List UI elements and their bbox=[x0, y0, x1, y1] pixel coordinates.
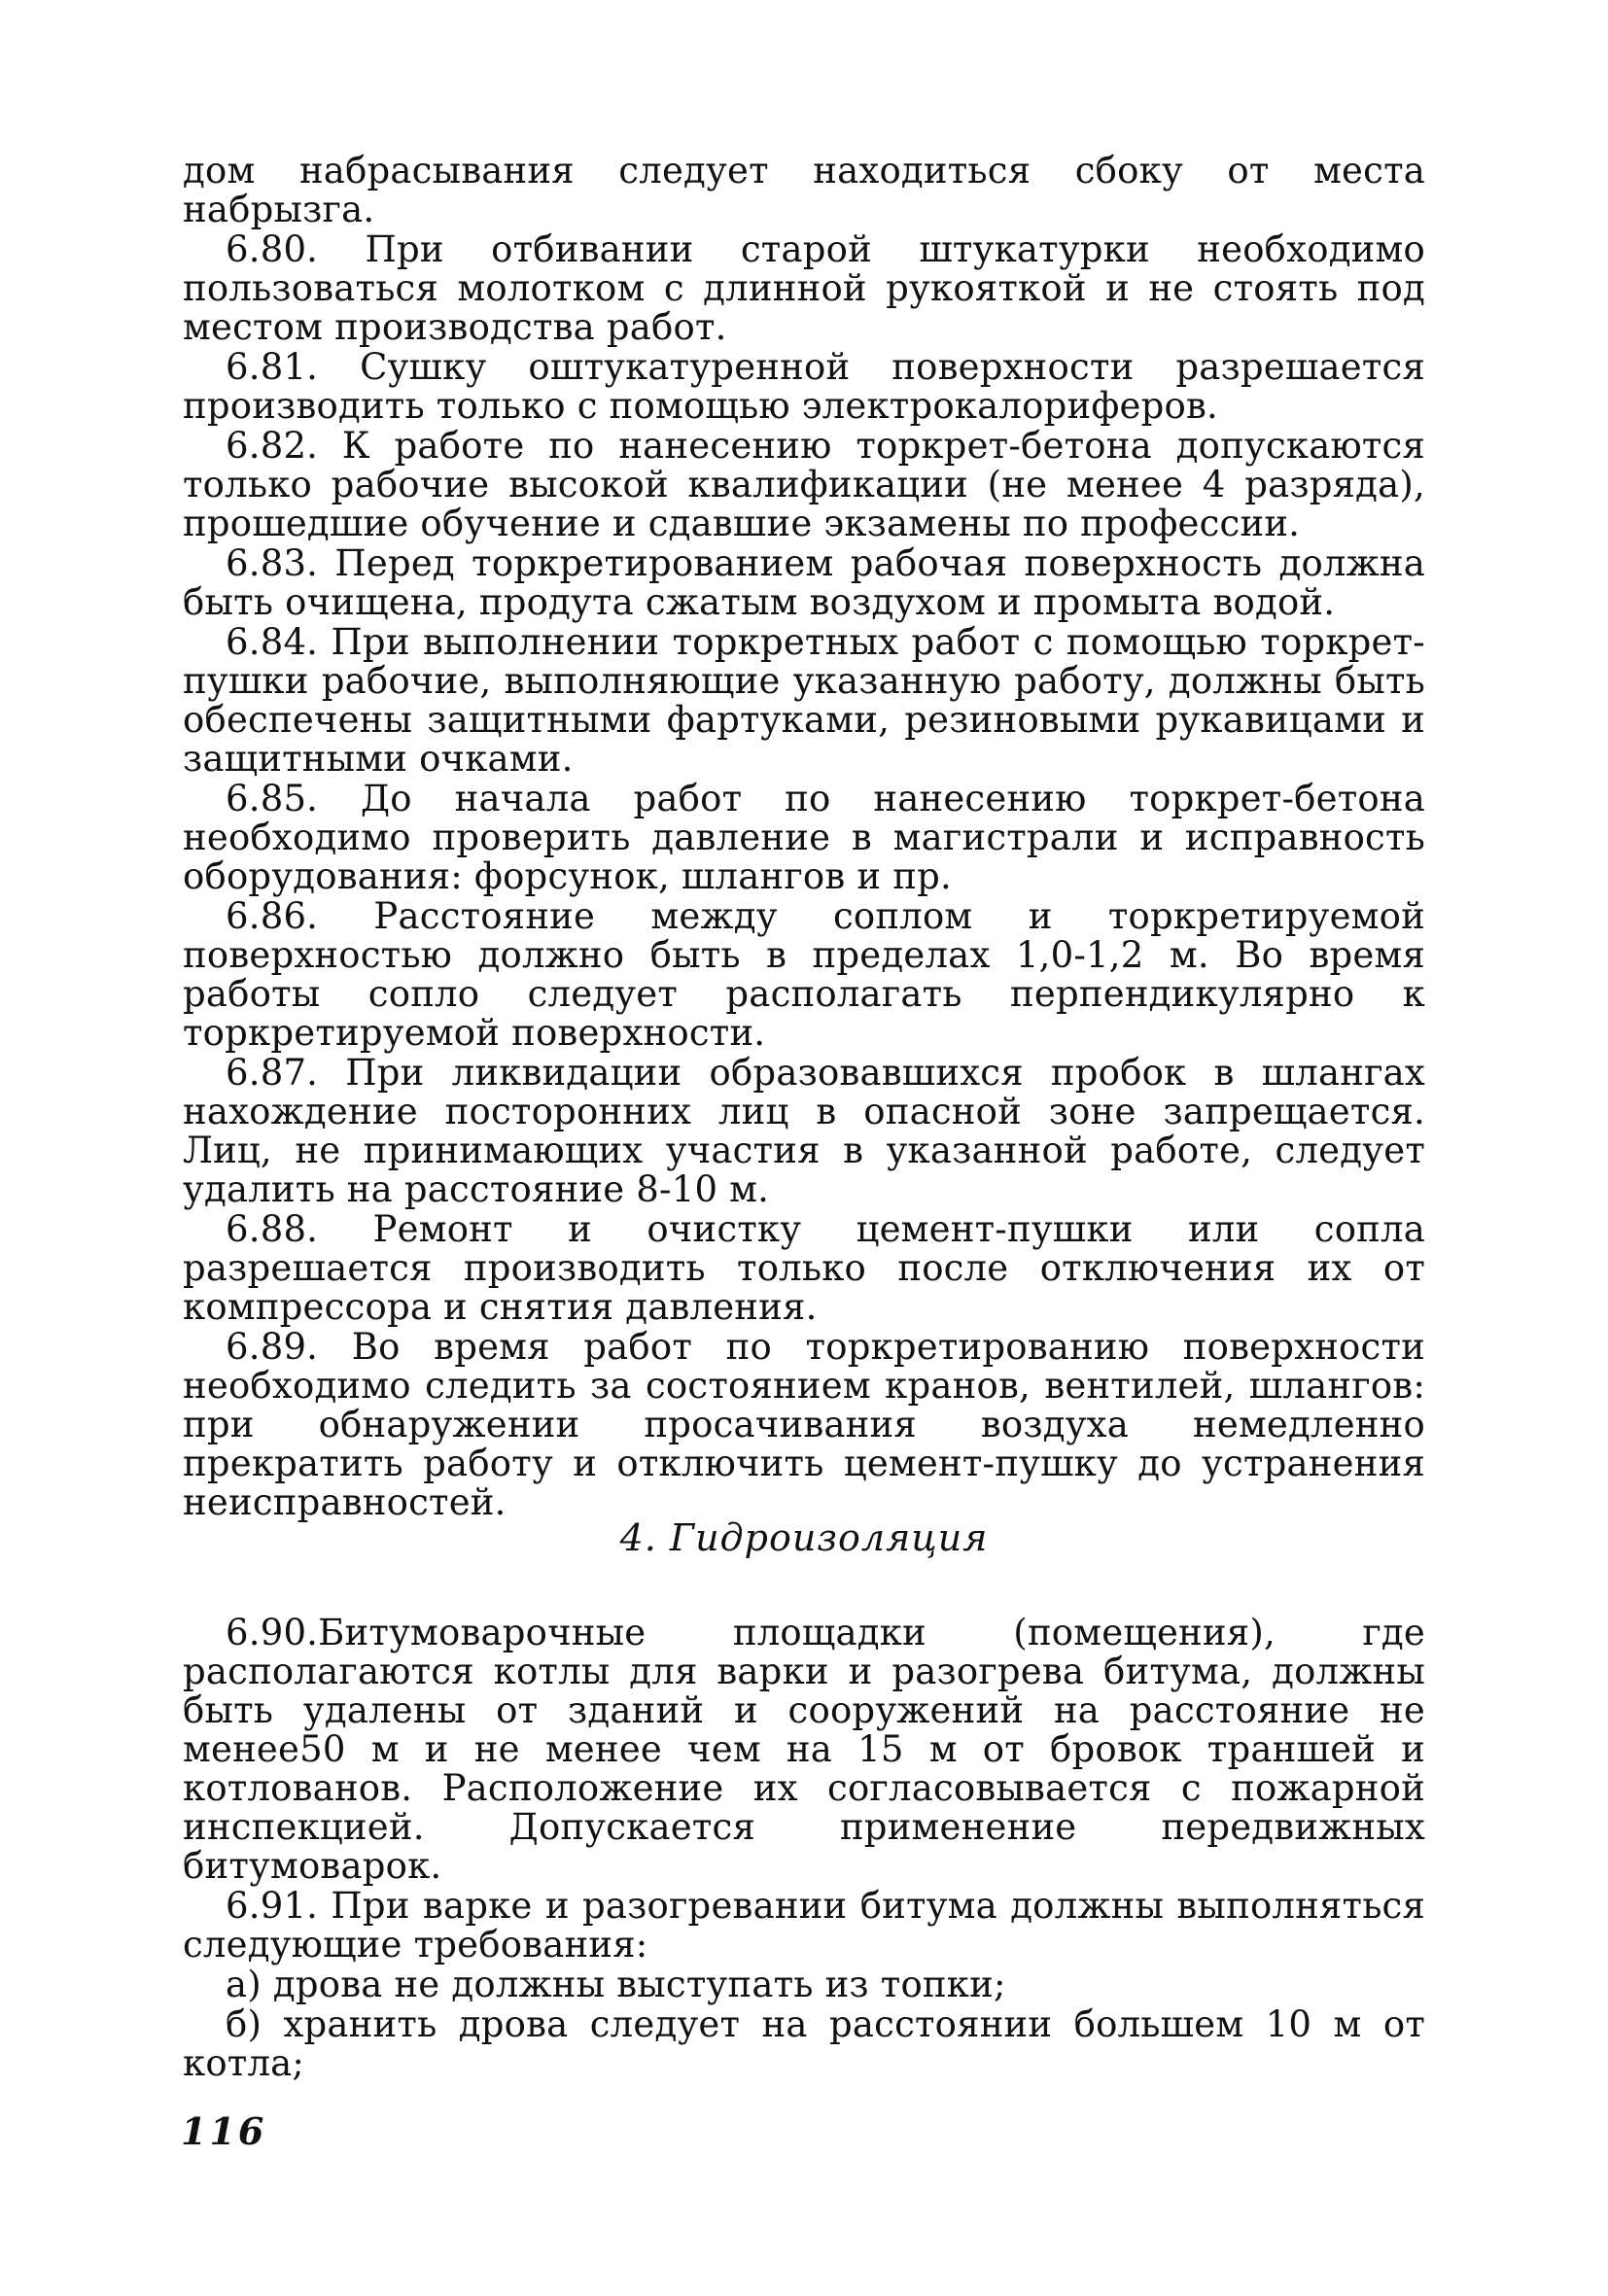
paragraph-6-91: 6.91. При варке и разогревании битума должны выполняться следующие требования: bbox=[183, 1885, 1425, 1966]
paragraph-6-86: 6.86. Расстояние между соплом и торкретируемой поверхностью должно быть в пределах 1,0-1,2 м. Во время работы сопло следует располагать перпендикулярно к торкретируемой поверхности. bbox=[183, 895, 1425, 1054]
paragraph-continuation: дом набрасывания следует находиться сбоку от места набрызга. bbox=[183, 150, 1425, 230]
paragraph-6-89: 6.89. Во время работ по торкретированию поверхности необходимо следить за состоянием кранов, вентилей, шлангов: при обнаружении просачивания воздуха немедленно прекратить работу и отключить цемент-пушку до устранения неисправностей. bbox=[183, 1326, 1425, 1523]
paragraph-6-85: 6.85. До начала работ по нанесению торкрет-бетона необходимо проверить давление в магистрали и исправность оборудования: форсунок, шлангов и пр. bbox=[183, 778, 1425, 897]
page-number: 116 bbox=[181, 2109, 267, 2153]
list-item-a: а) дрова не должны выступать из топки; bbox=[226, 1964, 1006, 2005]
list-item-b: б) хранить дрова следует на расстоянии большем 10 м от котла; bbox=[183, 2003, 1425, 2084]
paragraph-6-88: 6.88. Ремонт и очистку цемент-пушки или сопла разрешается производить только после отключения их от компрессора и снятия давления. bbox=[183, 1208, 1425, 1328]
paragraph-6-84: 6.84. При выполнении торкретных работ с помощью торкрет-пушки рабочие, выполняющие указанную работу, должны быть обеспечены защитными фартуками, резиновыми рукавицами и защитными очками. bbox=[183, 621, 1425, 780]
paragraph-6-83: 6.83. Перед торкретированием рабочая поверхность должна быть очищена, продута сжатым воздухом и промыта водой. bbox=[183, 542, 1425, 623]
paragraph-6-81: 6.81. Сушку оштукатуренной поверхности разрешается производить только с помощью электрокалориферов. bbox=[183, 346, 1425, 427]
paragraph-6-82: 6.82. К работе по нанесению торкрет-бетона допускаются только рабочие высокой квалификации (не менее 4 разряда), прошедшие обучение и сдавшие экзамены по профессии. bbox=[183, 425, 1425, 544]
paragraph-6-87: 6.87. При ликвидации образовавшихся пробок в шлангах нахождение посторонних лиц в опасной зоне запрещается. Лиц, не принимающих участия в указанной работе, следует удалить на расстояние 8-10 м. bbox=[183, 1052, 1425, 1210]
paragraph-6-90: 6.90.Битумоварочные площадки (помещения), где располагаются котлы для варки и разогрева битума, должны быть удалены от зданий и сооружений на расстояние не менее50 м и не менее чем на 15 м от бровок траншей и котлованов. Расположение их согласовывается с пожарной инспекцией. Допускается применение передвижных битумоварок. bbox=[183, 1612, 1425, 1887]
body-text-top bbox=[183, 152, 1425, 1523]
paragraph-6-80: 6.80. При отбивании старой штукатурки необходимо пользоваться молотком с длинной рукояткой и не стоять под местом производства работ. bbox=[183, 228, 1425, 348]
section-heading: 4. Гидроизоляция bbox=[619, 1516, 989, 1559]
body-text-bottom bbox=[183, 1614, 1425, 2084]
